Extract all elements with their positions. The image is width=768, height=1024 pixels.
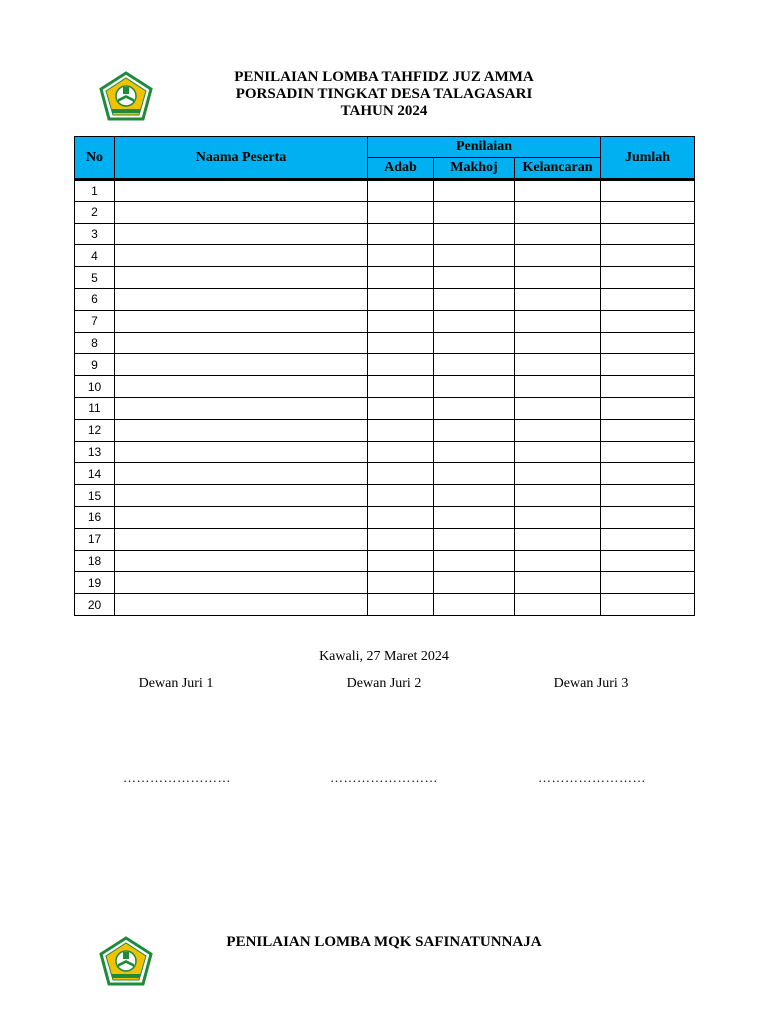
kelancaran-score-cell[interactable] (515, 594, 601, 616)
adab-score-cell[interactable] (368, 288, 434, 310)
adab-score-cell[interactable] (368, 397, 434, 419)
table-row (75, 463, 695, 485)
kelancaran-score-cell[interactable] (515, 506, 601, 528)
adab-score-cell[interactable] (368, 550, 434, 572)
makhoj-score-cell[interactable] (434, 397, 515, 419)
kelancaran-score-cell[interactable] (515, 572, 601, 594)
participant-name-cell[interactable] (115, 310, 368, 332)
table-row (75, 528, 695, 550)
kelancaran-score-cell[interactable] (515, 180, 601, 202)
makhoj-score-cell[interactable] (434, 419, 515, 441)
table-row (75, 201, 695, 223)
participant-name-cell[interactable] (115, 397, 368, 419)
jumlah-cell[interactable] (601, 288, 695, 310)
table-row (75, 572, 695, 594)
adab-score-cell[interactable] (368, 463, 434, 485)
adab-score-cell[interactable] (368, 419, 434, 441)
participant-name-cell[interactable] (115, 441, 368, 463)
col-header-penilaian: Penilaian (368, 137, 601, 158)
jumlah-cell[interactable] (601, 506, 695, 528)
participant-name-cell[interactable] (115, 354, 368, 376)
jumlah-cell[interactable] (601, 572, 695, 594)
juri-3-signature-line: …………………… (538, 770, 646, 785)
juri-1-signature-line: …………………… (123, 770, 231, 785)
title-line-1: PENILAIAN LOMBA TAHFIDZ JUZ AMMA (234, 69, 534, 85)
makhoj-score-cell[interactable] (434, 463, 515, 485)
col-header-jumlah: Jumlah (601, 137, 695, 180)
table-row (75, 594, 695, 616)
table-row (75, 376, 695, 398)
kelancaran-score-cell[interactable] (515, 528, 601, 550)
participant-name-cell[interactable] (115, 572, 368, 594)
adab-score-cell[interactable] (368, 180, 434, 202)
juri-1-label: Dewan Juri 1 (138, 676, 214, 691)
jumlah-cell[interactable] (601, 594, 695, 616)
participant-name-cell[interactable] (115, 267, 368, 289)
makhoj-score-cell[interactable] (434, 310, 515, 332)
jumlah-cell[interactable] (601, 245, 695, 267)
table-row (75, 485, 695, 507)
kelancaran-score-cell[interactable] (515, 463, 601, 485)
makhoj-score-cell[interactable] (434, 506, 515, 528)
table-row (75, 310, 695, 332)
place-date: Kawali, 27 Maret 2024 (319, 649, 449, 664)
makhoj-score-cell[interactable] (434, 354, 515, 376)
table-row (75, 550, 695, 572)
row-number: 12 (75, 419, 115, 441)
col-header-adab: Adab (368, 158, 434, 180)
jumlah-cell[interactable] (601, 201, 695, 223)
adab-score-cell[interactable] (368, 245, 434, 267)
participant-name-cell[interactable] (115, 485, 368, 507)
kelancaran-score-cell[interactable] (515, 201, 601, 223)
adab-score-cell[interactable] (368, 310, 434, 332)
jumlah-cell[interactable] (601, 267, 695, 289)
table-row (75, 180, 695, 202)
title-line-2: PORSADIN TINGKAT DESA TALAGASARI (235, 86, 533, 102)
kelancaran-score-cell[interactable] (515, 397, 601, 419)
kelancaran-score-cell[interactable] (515, 419, 601, 441)
participant-name-cell[interactable] (115, 201, 368, 223)
makhoj-score-cell[interactable] (434, 376, 515, 398)
participant-name-cell[interactable] (115, 528, 368, 550)
participant-name-cell[interactable] (115, 245, 368, 267)
row-number: 18 (75, 550, 115, 572)
participant-name-cell[interactable] (115, 506, 368, 528)
row-number: 7 (75, 310, 115, 332)
document-title (0, 69, 768, 120)
jumlah-cell[interactable] (601, 441, 695, 463)
makhoj-score-cell[interactable] (434, 245, 515, 267)
participant-name-cell[interactable] (115, 376, 368, 398)
adab-score-cell[interactable] (368, 506, 434, 528)
kelancaran-score-cell[interactable] (515, 354, 601, 376)
row-number: 9 (75, 354, 115, 376)
row-number: 14 (75, 463, 115, 485)
kelancaran-score-cell[interactable] (515, 332, 601, 354)
jumlah-cell[interactable] (601, 354, 695, 376)
row-number: 20 (75, 594, 115, 616)
jumlah-cell[interactable] (601, 397, 695, 419)
jumlah-cell[interactable] (601, 180, 695, 202)
table-row (75, 441, 695, 463)
participant-name-cell[interactable] (115, 332, 368, 354)
table-row (75, 267, 695, 289)
jumlah-cell[interactable] (601, 463, 695, 485)
participant-name-cell[interactable] (115, 463, 368, 485)
jumlah-cell[interactable] (601, 528, 695, 550)
row-number: 11 (75, 397, 115, 419)
next-page-title: PENILAIAN LOMBA MQK SAFINATUNNAJA (226, 934, 542, 950)
title-line-3: TAHUN 2024 (340, 103, 428, 119)
table-row (75, 332, 695, 354)
adab-score-cell[interactable] (368, 201, 434, 223)
row-number: 17 (75, 528, 115, 550)
kelancaran-score-cell[interactable] (515, 376, 601, 398)
col-header-makhoj: Makhoj (434, 158, 515, 180)
adab-score-cell[interactable] (368, 376, 434, 398)
makhoj-score-cell[interactable] (434, 572, 515, 594)
jumlah-cell[interactable] (601, 332, 695, 354)
table-row (75, 397, 695, 419)
kelancaran-score-cell[interactable] (515, 288, 601, 310)
score-table (74, 136, 695, 616)
makhoj-score-cell[interactable] (434, 267, 515, 289)
table-row (75, 506, 695, 528)
jumlah-cell[interactable] (601, 376, 695, 398)
row-number: 1 (75, 180, 115, 202)
kelancaran-score-cell[interactable] (515, 223, 601, 245)
row-number: 16 (75, 506, 115, 528)
row-number: 15 (75, 485, 115, 507)
table-row (75, 419, 695, 441)
col-header-name: Naama Peserta (115, 137, 368, 180)
adab-score-cell[interactable] (368, 485, 434, 507)
kelancaran-score-cell[interactable] (515, 310, 601, 332)
row-number: 3 (75, 223, 115, 245)
participant-name-cell[interactable] (115, 288, 368, 310)
makhoj-score-cell[interactable] (434, 528, 515, 550)
adab-score-cell[interactable] (368, 594, 434, 616)
makhoj-score-cell[interactable] (434, 180, 515, 202)
makhoj-score-cell[interactable] (434, 223, 515, 245)
row-number: 2 (75, 201, 115, 223)
juri-2-label: Dewan Juri 2 (346, 676, 422, 691)
jumlah-cell[interactable] (601, 310, 695, 332)
row-number: 4 (75, 245, 115, 267)
table-row (75, 245, 695, 267)
jumlah-cell[interactable] (601, 485, 695, 507)
col-header-no: No (75, 137, 115, 180)
row-number: 8 (75, 332, 115, 354)
kelancaran-score-cell[interactable] (515, 550, 601, 572)
kelancaran-score-cell[interactable] (515, 245, 601, 267)
kelancaran-score-cell[interactable] (515, 441, 601, 463)
jumlah-cell[interactable] (601, 223, 695, 245)
row-number: 19 (75, 572, 115, 594)
jumlah-cell[interactable] (601, 419, 695, 441)
juri-2-signature-line: …………………… (330, 770, 438, 785)
makhoj-score-cell[interactable] (434, 332, 515, 354)
table-row (75, 288, 695, 310)
adab-score-cell[interactable] (368, 441, 434, 463)
adab-score-cell[interactable] (368, 332, 434, 354)
participant-name-cell[interactable] (115, 180, 368, 202)
participant-name-cell[interactable] (115, 223, 368, 245)
participant-name-cell[interactable] (115, 419, 368, 441)
makhoj-score-cell[interactable] (434, 550, 515, 572)
makhoj-score-cell[interactable] (434, 485, 515, 507)
adab-score-cell[interactable] (368, 528, 434, 550)
row-number: 13 (75, 441, 115, 463)
adab-score-cell[interactable] (368, 223, 434, 245)
jumlah-cell[interactable] (601, 550, 695, 572)
makhoj-score-cell[interactable] (434, 201, 515, 223)
row-number: 6 (75, 288, 115, 310)
makhoj-score-cell[interactable] (434, 441, 515, 463)
row-number: 5 (75, 267, 115, 289)
makhoj-score-cell[interactable] (434, 594, 515, 616)
table-row (75, 354, 695, 376)
kelancaran-score-cell[interactable] (515, 485, 601, 507)
adab-score-cell[interactable] (368, 354, 434, 376)
makhoj-score-cell[interactable] (434, 288, 515, 310)
table-row (75, 223, 695, 245)
adab-score-cell[interactable] (368, 572, 434, 594)
participant-name-cell[interactable] (115, 594, 368, 616)
kelancaran-score-cell[interactable] (515, 267, 601, 289)
adab-score-cell[interactable] (368, 267, 434, 289)
participant-name-cell[interactable] (115, 550, 368, 572)
col-header-kelancaran: Kelancaran (515, 158, 601, 180)
juri-3-label: Dewan Juri 3 (553, 676, 629, 691)
row-number: 10 (75, 376, 115, 398)
